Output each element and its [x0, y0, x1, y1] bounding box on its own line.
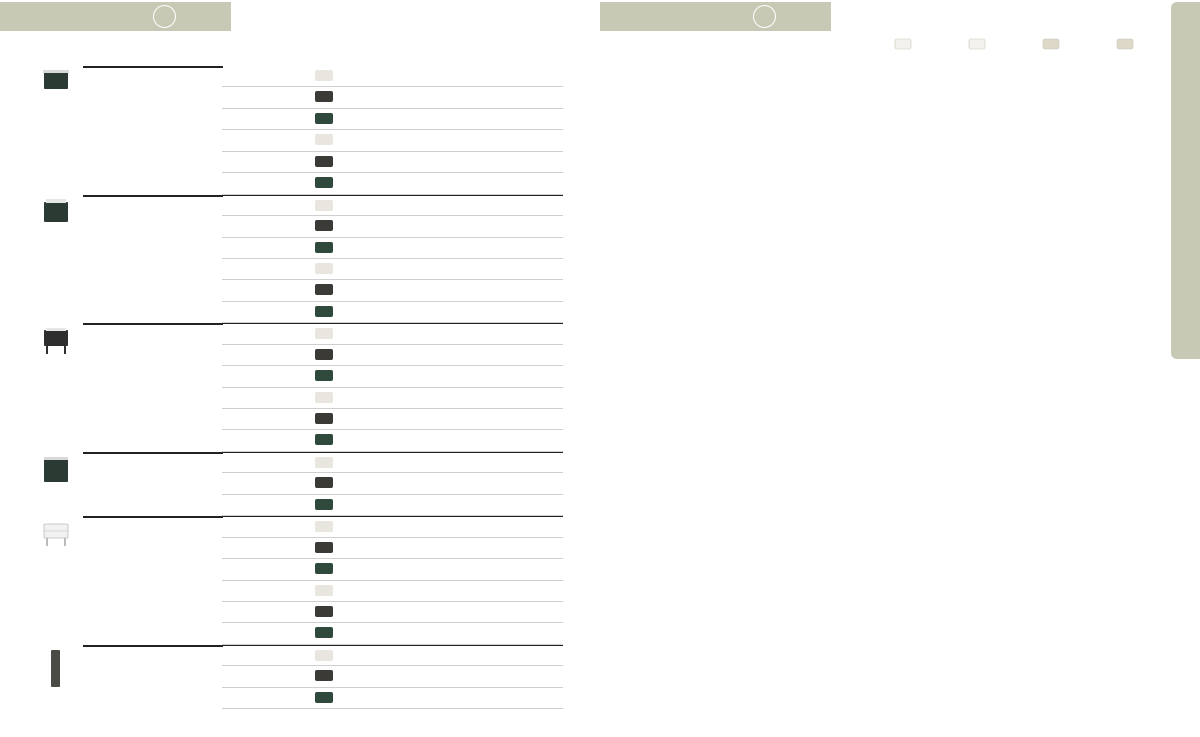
vanity-unit-white-icon — [43, 521, 69, 547]
color-swatch — [315, 563, 333, 574]
unit-divider — [83, 66, 223, 68]
color-swatch — [315, 70, 333, 81]
color-swatch — [315, 499, 333, 510]
table-row — [222, 87, 563, 108]
color-swatch — [315, 606, 333, 617]
table-row — [222, 302, 563, 323]
table-row — [222, 195, 563, 216]
table-row — [222, 409, 563, 430]
color-swatch — [315, 134, 333, 145]
color-swatch — [315, 200, 333, 211]
tower-unit-icon — [43, 650, 69, 688]
table-row — [222, 366, 563, 387]
side-tab — [1171, 2, 1200, 359]
delivery-badge-icon — [153, 5, 176, 28]
table-row — [222, 516, 563, 537]
table-row — [222, 130, 563, 151]
color-swatch — [315, 585, 333, 596]
kentchurch-header — [0, 2, 231, 31]
unit-divider — [83, 452, 223, 454]
table-row — [222, 688, 563, 709]
color-swatch — [315, 349, 333, 360]
table-row — [222, 538, 563, 559]
color-swatch — [315, 113, 333, 124]
unit-divider — [83, 645, 223, 647]
color-swatch — [315, 242, 333, 253]
table-row — [222, 280, 563, 301]
table-row — [222, 323, 563, 344]
table-row — [222, 666, 563, 687]
table-row — [222, 452, 563, 473]
unit-divider — [83, 195, 223, 197]
table-row — [222, 623, 563, 644]
finish-swatch-icon — [1041, 38, 1061, 50]
unit-divider — [83, 516, 223, 518]
berkeley-header — [600, 2, 831, 31]
color-swatch — [315, 627, 333, 638]
vanity-unit-green-icon — [43, 70, 69, 90]
table-row — [222, 345, 563, 366]
table-row — [222, 645, 563, 666]
color-swatch — [315, 457, 333, 468]
table-row — [222, 152, 563, 173]
color-swatch — [315, 477, 333, 488]
table-row — [222, 66, 563, 87]
vanity-unit-green-icon — [43, 199, 69, 223]
color-swatch — [315, 542, 333, 553]
color-swatch — [315, 521, 333, 532]
table-row — [222, 559, 563, 580]
color-swatch — [315, 670, 333, 681]
table-row — [222, 602, 563, 623]
delivery-badge-icon — [753, 5, 776, 28]
finish-swatch-icon — [967, 38, 987, 50]
table-row — [222, 216, 563, 237]
vanity-unit-legs-icon — [43, 328, 69, 354]
color-swatch — [315, 156, 333, 167]
table-row — [222, 173, 563, 194]
finish-swatch-icon — [893, 38, 913, 50]
color-swatch — [315, 177, 333, 188]
table-row — [222, 388, 563, 409]
kentchurch-table — [222, 66, 563, 709]
unit-divider — [83, 323, 223, 325]
finish-swatch-icon — [1115, 38, 1135, 50]
color-swatch — [315, 692, 333, 703]
color-swatch — [315, 284, 333, 295]
color-swatch — [315, 328, 333, 339]
color-swatch — [315, 306, 333, 317]
table-row — [222, 109, 563, 130]
table-row — [222, 259, 563, 280]
vanity-unit-green-icon — [43, 457, 69, 483]
table-row — [222, 581, 563, 602]
table-row — [222, 473, 563, 494]
table-row — [222, 495, 563, 516]
color-swatch — [315, 413, 333, 424]
color-swatch — [315, 650, 333, 661]
table-row — [222, 430, 563, 451]
color-swatch — [315, 91, 333, 102]
color-swatch — [315, 434, 333, 445]
color-swatch — [315, 392, 333, 403]
color-swatch — [315, 370, 333, 381]
color-swatch — [315, 263, 333, 274]
color-swatch — [315, 220, 333, 231]
table-row — [222, 238, 563, 259]
